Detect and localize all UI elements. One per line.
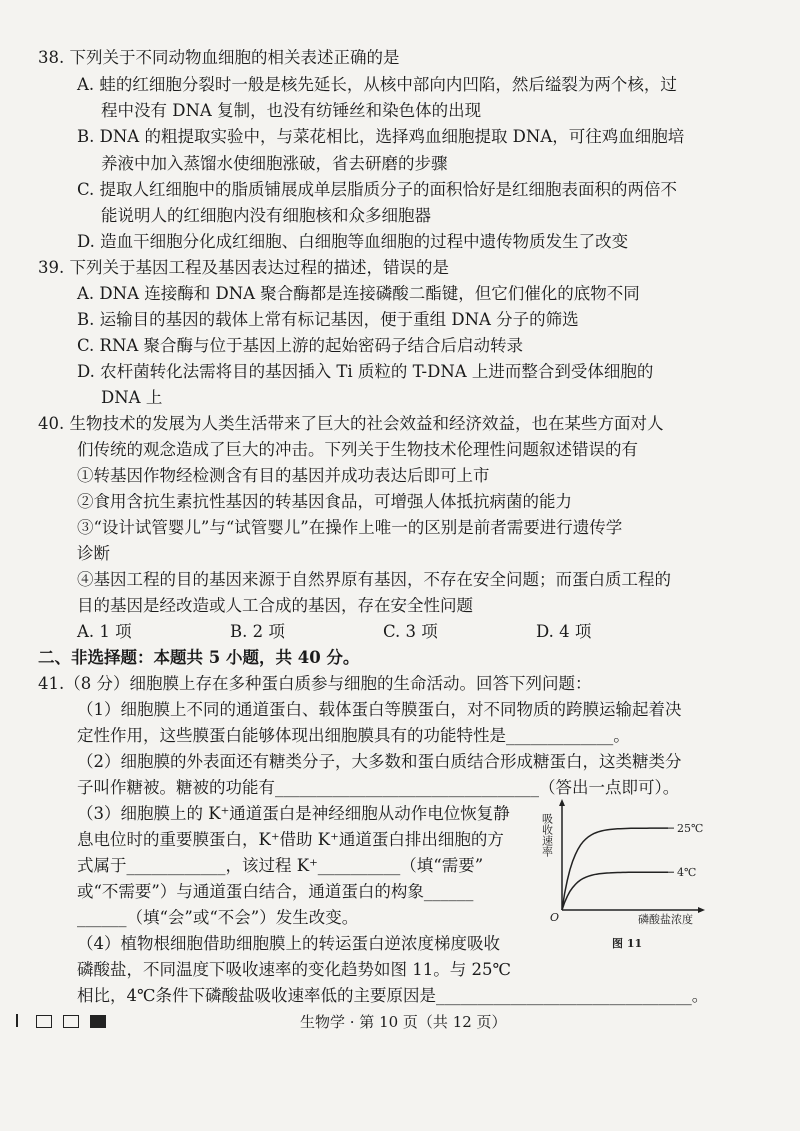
q41-part3-line1: （3）细胞膜上的 K⁺通道蛋白是神经细胞从动作电位恢复静 [77, 804, 510, 823]
q40-stem-line2: 们传统的观念造成了巨大的冲击。下列关于生物技术伦理性问题叙述错误的有 [77, 440, 638, 459]
figure-caption: 图 11 [612, 937, 643, 950]
q40-statement-3-line2: 诊断 [77, 544, 110, 563]
q41-part4-line2: 磷酸盐，不同温度下吸收速率的变化趋势如图 11。与 25℃ [77, 960, 511, 979]
footer-box-mark-1 [36, 1015, 52, 1028]
q40-option-b: B. 2 项 [230, 622, 285, 641]
q39-option-d-line1: D. 农杆菌转化法需将目的基因插入 Ti 质粒的 T-DNA 上进而整合到受体细胞的 [77, 362, 654, 381]
q40-statement-1: ①转基因作物经检测含有目的基因并成功表达后即可上市 [77, 466, 490, 485]
x-axis-label: 磷酸盐浓度 [638, 913, 693, 926]
q41-part2-line2: 子叫作糖被。糖被的功能有________________________________（答出一点即可）。 [77, 778, 680, 797]
q41-part4-line3: 相比，4℃条件下磷酸盐吸收速率低的主要原因是_______________________________。 [77, 986, 709, 1005]
q38-option-d: D. 造血干细胞分化成红细胞、白细胞等血细胞的过程中遗传物质发生了改变 [77, 232, 629, 251]
q40-option-d: D. 4 项 [536, 622, 592, 641]
q40-statement-3-line1: ③“设计试管婴儿”与“试管婴儿”在操作上唯一的区别是前者需要进行遗传学 [77, 518, 623, 537]
q38-option-a-line1: A. 蛙的红细胞分裂时一般是核先延长，从核中部向内凹陷，然后缢裂为两个核，过 [77, 75, 677, 94]
x-axis-arrow [698, 907, 705, 913]
q40-statement-2: ②食用含抗生素抗性基因的转基因食品，可增强人体抵抗病菌的能力 [77, 492, 572, 511]
origin-label: O [550, 911, 560, 924]
series-25c-label: 25℃ [677, 822, 704, 836]
series-4c-curve [562, 872, 668, 910]
q38-stem: 38. 下列关于不同动物血细胞的相关表述正确的是 [38, 48, 400, 67]
q41-stem: 41.（8 分）细胞膜上存在多种蛋白质参与细胞的生命活动。回答下列问题： [38, 674, 592, 693]
y-axis-label: 吸收速率 [540, 813, 554, 857]
q40-option-a: A. 1 项 [77, 622, 132, 641]
q41-part2-line1: （2）细胞膜的外表面还有糖类分子，大多数和蛋白质结合形成糖蛋白，这类糖类分 [77, 752, 682, 771]
q41-part4-line1: （4）植物根细胞借助细胞膜上的转运蛋白逆浓度梯度吸收 [77, 934, 500, 953]
figure-11-chart [540, 795, 712, 960]
q39-option-a: A. DNA 连接酶和 DNA 聚合酶都是连接磷酸二酯键，但它们催化的底物不同 [77, 284, 640, 303]
footer-box-mark-2 [63, 1015, 79, 1028]
q39-stem: 39. 下列关于基因工程及基因表达过程的描述，错误的是 [38, 258, 449, 277]
q38-option-c-line2: 能说明人的红细胞内没有细胞核和众多细胞器 [101, 206, 431, 225]
q41-part3-line2: 息电位时的重要膜蛋白，K⁺借助 K⁺通道蛋白排出细胞的方 [77, 830, 504, 849]
q38-option-b-line1: B. DNA 的粗提取实验中，与菜花相比，选择鸡血细胞提取 DNA，可往鸡血细胞培 [77, 127, 685, 146]
page-footer: 生物学 · 第 10 页（共 12 页） [300, 1013, 507, 1031]
q38-option-a-line2: 程中没有 DNA 复制，也没有纺锤丝和染色体的出现 [101, 101, 482, 120]
q41-part1-line2: 定性作用，这些膜蛋白能够体现出细胞膜具有的功能特性是_____________。 [77, 726, 630, 745]
q39-option-d-line2: DNA 上 [101, 388, 163, 407]
series-25c-curve [562, 828, 668, 910]
q40-statement-4-line2: 目的基因是经改造或人工合成的基因，存在安全性问题 [77, 596, 473, 615]
q41-part3-line4: 或“不需要”）与通道蛋白结合，通道蛋白的构象______ [77, 882, 474, 901]
q39-option-c: C. RNA 聚合酶与位于基因上游的起始密码子结合后启动转录 [77, 336, 524, 355]
footer-bar-mark [16, 1014, 18, 1027]
series-4c-label: 4℃ [677, 866, 697, 880]
q38-option-b-line2: 养液中加入蒸馏水使细胞涨破，省去研磨的步骤 [101, 154, 448, 173]
q38-option-c-line1: C. 提取人红细胞中的脂质铺展成单层脂质分子的面积恰好是红细胞表面积的两倍不 [77, 180, 678, 199]
y-axis-arrow [559, 799, 565, 806]
q40-stem-line1: 40. 生物技术的发展为人类生活带来了巨大的社会效益和经济效益，也在某些方面对人 [38, 414, 664, 433]
footer-box-mark-3 [90, 1015, 106, 1028]
section-heading: 二、非选择题：本题共 5 小题，共 40 分。 [38, 648, 360, 667]
q41-part3-line3: 式属于____________，该过程 K⁺__________（填“需要” [77, 856, 484, 875]
q40-statement-4-line1: ④基因工程的目的基因来源于自然界原有基因，不存在安全问题；而蛋白质工程的 [77, 570, 671, 589]
q40-option-c: C. 3 项 [383, 622, 438, 641]
q39-option-b: B. 运输目的基因的载体上常有标记基因，便于重组 DNA 分子的筛选 [77, 310, 579, 329]
q41-part1-line1: （1）细胞膜上不同的通道蛋白、载体蛋白等膜蛋白，对不同物质的跨膜运输起着决 [77, 700, 682, 719]
q41-part3-line5: ______（填“会”或“不会”）发生改变。 [77, 908, 359, 927]
